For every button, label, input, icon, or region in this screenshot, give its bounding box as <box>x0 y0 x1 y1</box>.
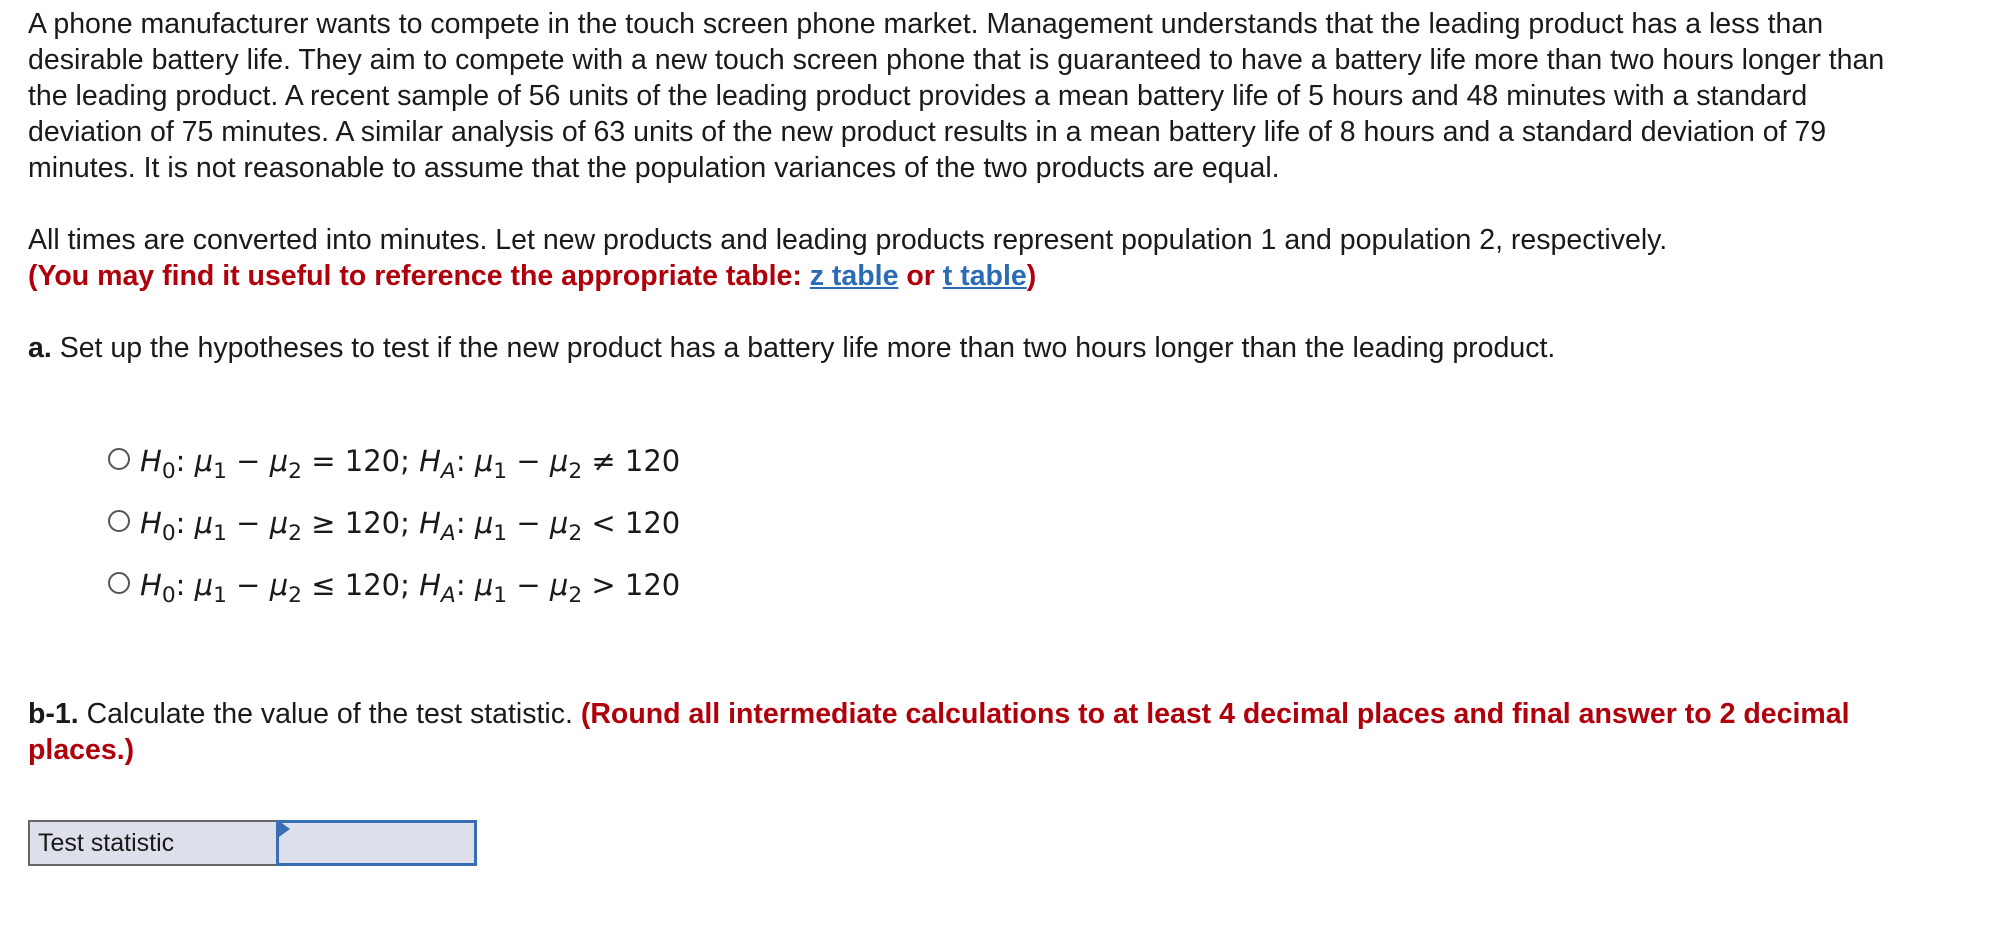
question-content <box>28 6 1928 866</box>
part-b1-label: b-1. <box>28 698 79 730</box>
hypothesis-option-1[interactable] <box>108 432 1928 494</box>
radio-button[interactable] <box>108 572 130 594</box>
hypothesis-text: $H_0$: $\mu_1 - \mu_2 \ge 120$; $H_A$: $\mu_1 - \mu_2 < 120$ <box>140 506 681 546</box>
t-table-link[interactable]: t table <box>942 260 1027 292</box>
test-statistic-label: Test statistic <box>28 820 276 866</box>
part-a-label: a. <box>28 332 52 364</box>
radio-button[interactable] <box>108 510 130 532</box>
corner-flag-icon <box>279 821 290 837</box>
radio-button[interactable] <box>108 448 130 470</box>
test-statistic-cell[interactable] <box>276 820 477 866</box>
part-a-prompt: a. Set up the hypotheses to test if the new product has a battery life more than two hours longer than the leading product. <box>28 332 1556 364</box>
hypothesis-option-3[interactable] <box>108 556 1928 618</box>
table-reference: (You may find it useful to reference the appropriate table: z table or t table) <box>28 260 1037 292</box>
problem-statement: A phone manufacturer wants to compete in the touch screen phone market. Management understands that the leading product has a less than desirable battery life. They aim to compete with a new touch screen phone that is guaranteed to have a battery life more than two hours longer than the leading product. A recent sample of 56 units of the leading product provides a mean battery life of 5 hours and 48 minutes with a standard deviation of 75 minutes. A similar analysis of 63 units of the new product results in a mean battery life of 8 hours and a standard deviation of 79 minutes. It is not reasonable to assume that the population variances of the two products are equal. <box>28 8 1885 184</box>
hypothesis-options <box>108 432 1928 618</box>
hypothesis-text: $H_0$: $\mu_1 - \mu_2 = 120$; $H_A$: $\mu_1 - \mu_2 \ne 120$ <box>140 444 681 484</box>
part-b1-prompt: b-1. Calculate the value of the test statistic. (Round all intermediate calculations to at least 4 decimal places and final answer to 2 decimal places.) <box>28 698 1850 766</box>
test-statistic-table <box>28 820 485 866</box>
z-table-link[interactable]: z table <box>809 260 899 292</box>
hypothesis-option-2[interactable] <box>108 494 1928 556</box>
hypothesis-text: $H_0$: $\mu_1 - \mu_2 \le 120$; $H_A$: $\mu_1 - \mu_2 > 120$ <box>140 568 681 608</box>
test-statistic-input[interactable] <box>279 823 474 863</box>
conversion-note: All times are converted into minutes. Let new products and leading products represent population 1 and population 2, respectively. <box>28 224 1668 256</box>
rounding-instruction: (Round all intermediate calculations to at least 4 decimal places and final answer to 2 decimal places.) <box>28 698 1850 766</box>
